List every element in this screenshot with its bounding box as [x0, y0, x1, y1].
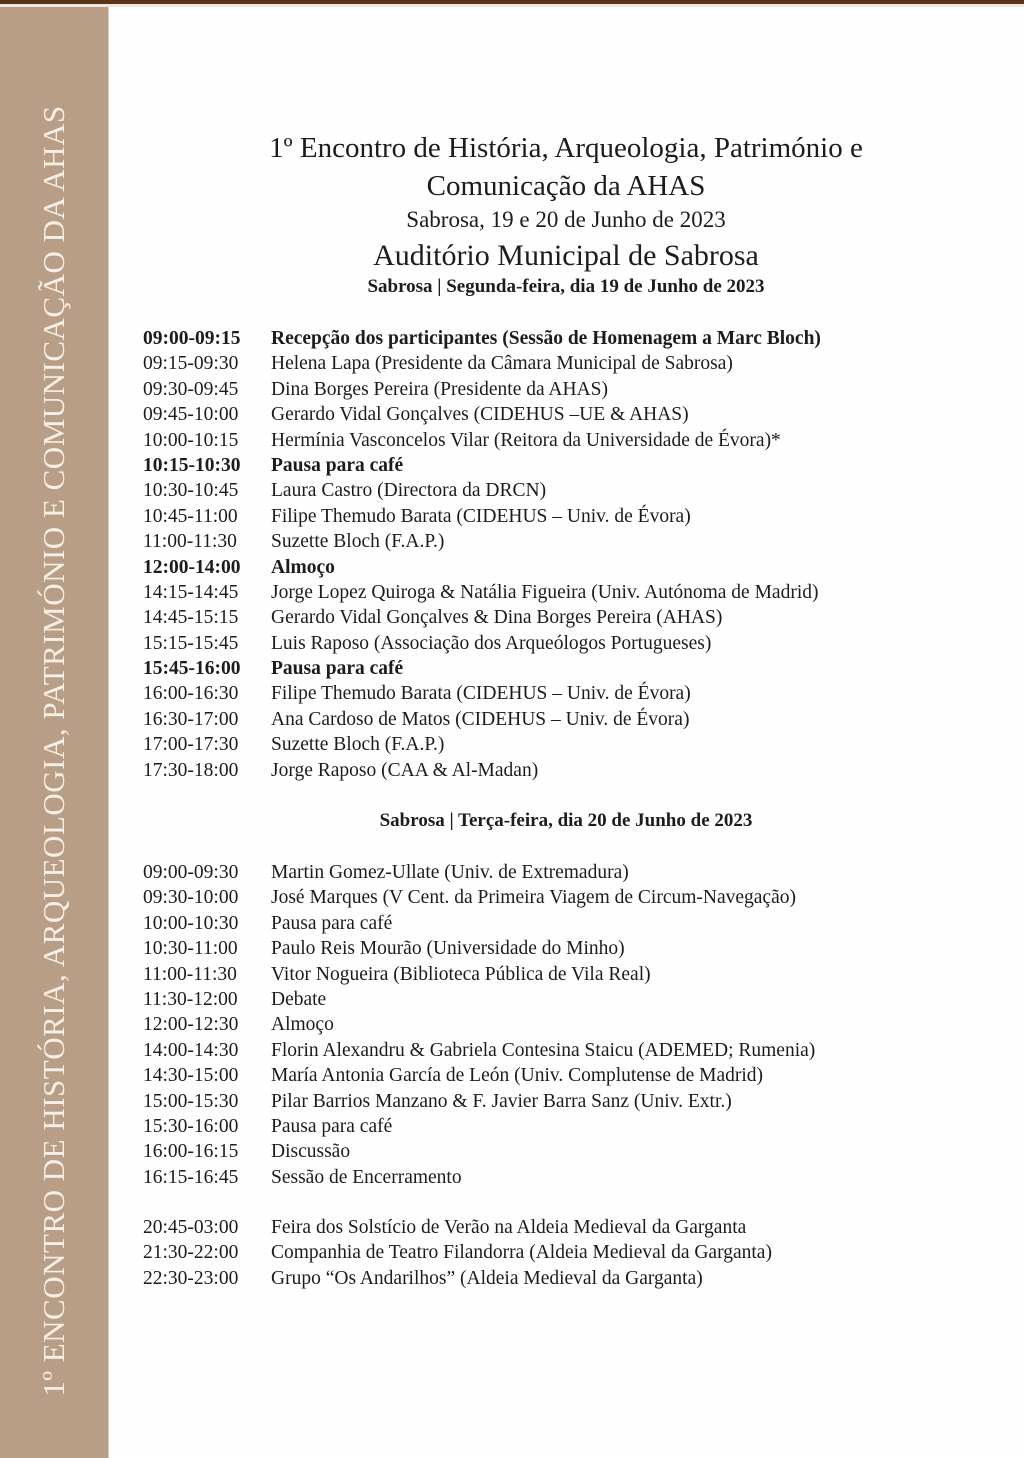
schedule-time: 10:45-11:00 — [143, 505, 238, 527]
schedule-time: 12:00-12:30 — [143, 1014, 239, 1036]
schedule-description: Grupo “Os Andarilhos” (Aldeia Medieval da Garganta) — [271, 1267, 703, 1289]
schedule-time: 16:30-17:00 — [143, 708, 239, 730]
schedule-time: 16:00-16:30 — [143, 683, 239, 705]
schedule-description: Martin Gomez-Ullate (Univ. de Extremadura) — [271, 862, 629, 883]
schedule-time: 10:00-10:30 — [143, 912, 239, 934]
schedule-row — [143, 504, 903, 529]
schedule-description: Suzette Bloch (F.A.P.) — [271, 531, 445, 553]
schedule-description: Vitor Nogueira (Biblioteca Pública de Vila Real) — [271, 963, 651, 985]
schedule-description: Pausa para café — [271, 658, 404, 680]
schedule-time: 11:00-11:30 — [143, 963, 237, 985]
schedule-time: 17:30-18:00 — [143, 759, 239, 781]
schedule-row — [143, 885, 903, 910]
schedule-time: 17:00-17:30 — [143, 734, 239, 756]
schedule-row — [143, 1089, 903, 1114]
top-border-shadow — [0, 4, 1024, 7]
schedule-row — [143, 936, 903, 961]
schedule-row — [143, 453, 903, 478]
schedule-description: Sessão de Encerramento — [271, 1166, 462, 1188]
schedule-description: Ana Cardoso de Matos (CIDEHUS – Univ. de Évora) — [271, 708, 690, 730]
schedule-row — [143, 911, 903, 936]
schedule-time: 09:45-10:00 — [143, 404, 239, 426]
schedule-row — [143, 1165, 903, 1190]
schedule-time: 15:45-16:00 — [143, 658, 241, 680]
schedule-description: Gerardo Vidal Gonçalves & Dina Borges Pereira (AHAS) — [271, 607, 723, 629]
schedule-time: 09:30-09:45 — [143, 378, 239, 400]
schedule-description: Gerardo Vidal Gonçalves (CIDEHUS –UE & AHAS) — [271, 404, 689, 426]
schedule-description: Dina Borges Pereira (Presidente da AHAS) — [271, 378, 609, 400]
schedule-row — [143, 1114, 903, 1139]
schedule-time: 14:30-15:00 — [143, 1065, 239, 1087]
schedule-time: 15:15-15:45 — [143, 632, 239, 654]
schedule-row — [143, 605, 903, 630]
schedule-row — [143, 351, 903, 376]
schedule-time: 11:00-11:30 — [143, 531, 237, 553]
schedule-time: 10:30-10:45 — [143, 480, 239, 502]
day1-schedule — [143, 326, 903, 783]
schedule-row — [143, 631, 903, 656]
schedule-description: Pausa para café — [271, 454, 404, 476]
day1-heading: Sabrosa | Segunda-feira, dia 19 de Junho de 2023 — [367, 276, 765, 297]
event-title-line-2: Comunicação da AHAS — [426, 170, 706, 202]
schedule-time: 09:30-10:00 — [143, 887, 239, 909]
schedule-row — [143, 1012, 903, 1037]
schedule-time: 21:30-22:00 — [143, 1242, 239, 1264]
schedule-description: Laura Castro (Directora da DRCN) — [271, 480, 547, 502]
schedule-time: 14:45-15:15 — [143, 607, 239, 629]
schedule-description: Debate — [271, 988, 327, 1010]
event-dates: Sabrosa, 19 e 20 de Junho de 2023 — [406, 207, 726, 232]
schedule-description: Recepção dos participantes (Sessão de Homenagem a Marc Bloch) — [271, 328, 821, 349]
schedule-description: Discussão — [271, 1141, 351, 1163]
schedule-row — [143, 428, 903, 453]
schedule-description: Paulo Reis Mourão (Universidade do Minho) — [271, 938, 625, 960]
schedule-description: Almoço — [271, 556, 335, 578]
schedule-row — [143, 326, 903, 351]
schedule-time: 09:15-09:30 — [143, 353, 239, 375]
sidebar-vertical-title: 1º ENCONTRO DE HISTÓRIA, ARQUEOLOGIA, PATRIMÓNIO E COMUNICAÇÃO DA AHAS — [36, 105, 71, 1397]
schedule-time: 09:00-09:15 — [143, 328, 241, 349]
event-title-line-1: 1º Encontro de História, Arqueologia, Património e — [269, 132, 863, 164]
schedule-description: Almoço — [271, 1014, 334, 1036]
schedule-row — [143, 1063, 903, 1088]
schedule-row — [143, 707, 903, 732]
schedule-time: 16:00-16:15 — [143, 1141, 239, 1163]
schedule-row — [143, 402, 903, 427]
schedule-row — [143, 555, 903, 580]
schedule-row — [143, 1266, 903, 1291]
schedule-time: 10:30-11:00 — [143, 938, 238, 960]
schedule-description: Luis Raposo (Associação dos Arqueólogos Portugueses) — [271, 632, 712, 654]
sidebar-band — [0, 7, 109, 1458]
schedule-description: Pausa para café — [271, 1115, 393, 1137]
schedule-description: Pausa para café — [271, 912, 393, 934]
schedule-time: 10:00-10:15 — [143, 429, 239, 451]
schedule-description: Suzette Bloch (F.A.P.) — [271, 734, 445, 756]
schedule-time: 14:15-14:45 — [143, 581, 239, 603]
schedule-description: María Antonia García de León (Univ. Complutense de Madrid) — [271, 1065, 764, 1087]
schedule-row — [143, 681, 903, 706]
schedule-description: Florin Alexandru & Gabriela Contesina Staicu (ADEMED; Rumenia) — [271, 1039, 816, 1061]
schedule-row — [143, 1038, 903, 1063]
schedule-time: 09:00-09:30 — [143, 862, 239, 883]
schedule-time: 15:30-16:00 — [143, 1115, 239, 1137]
schedule-row — [143, 377, 903, 402]
schedule-time: 22:30-23:00 — [143, 1267, 239, 1289]
schedule-description: Hermínia Vasconcelos Vilar (Reitora da Universidade de Évora)* — [271, 429, 781, 451]
schedule-row — [143, 758, 903, 783]
schedule-row — [143, 1139, 903, 1164]
day2-schedule — [143, 860, 903, 1190]
schedule-row — [143, 580, 903, 605]
schedule-description: José Marques (V Cent. da Primeira Viagem de Circum-Navegação) — [271, 887, 796, 909]
schedule-row — [143, 962, 903, 987]
schedule-time: 20:45-03:00 — [143, 1217, 239, 1238]
day2-heading: Sabrosa | Terça-feira, dia 20 de Junho de 2023 — [379, 810, 753, 831]
schedule-description: Helena Lapa (Presidente da Câmara Municipal de Sabrosa) — [271, 353, 733, 375]
schedule-row — [143, 1215, 903, 1240]
schedule-description: Jorge Lopez Quiroga & Natália Figueira (Univ. Autónoma de Madrid) — [271, 581, 819, 603]
schedule-time: 11:30-12:00 — [143, 988, 238, 1010]
schedule-row — [143, 732, 903, 757]
schedule-row — [143, 987, 903, 1012]
schedule-time: 12:00-14:00 — [143, 556, 241, 578]
event-venue: Auditório Municipal de Sabrosa — [373, 239, 759, 272]
schedule-time: 10:15-10:30 — [143, 454, 241, 476]
schedule-row — [143, 656, 903, 681]
schedule-description: Filipe Themudo Barata (CIDEHUS – Univ. de Évora) — [271, 505, 691, 527]
schedule-description: Filipe Themudo Barata (CIDEHUS – Univ. de Évora) — [271, 683, 691, 705]
schedule-description: Companhia de Teatro Filandorra (Aldeia Medieval da Garganta) — [271, 1242, 772, 1264]
schedule-description: Jorge Raposo (CAA & Al-Madan) — [271, 759, 539, 781]
schedule-time: 16:15-16:45 — [143, 1166, 239, 1188]
schedule-row — [143, 860, 903, 885]
schedule-row — [143, 478, 903, 503]
schedule-row — [143, 1240, 903, 1265]
schedule-time: 14:00-14:30 — [143, 1039, 239, 1061]
evening-schedule — [143, 1215, 903, 1291]
schedule-time: 15:00-15:30 — [143, 1090, 239, 1112]
schedule-description: Feira dos Solstício de Verão na Aldeia Medieval da Garganta — [271, 1217, 747, 1238]
schedule-row — [143, 529, 903, 554]
schedule-description: Pilar Barrios Manzano & F. Javier Barra Sanz (Univ. Extr.) — [271, 1090, 732, 1112]
